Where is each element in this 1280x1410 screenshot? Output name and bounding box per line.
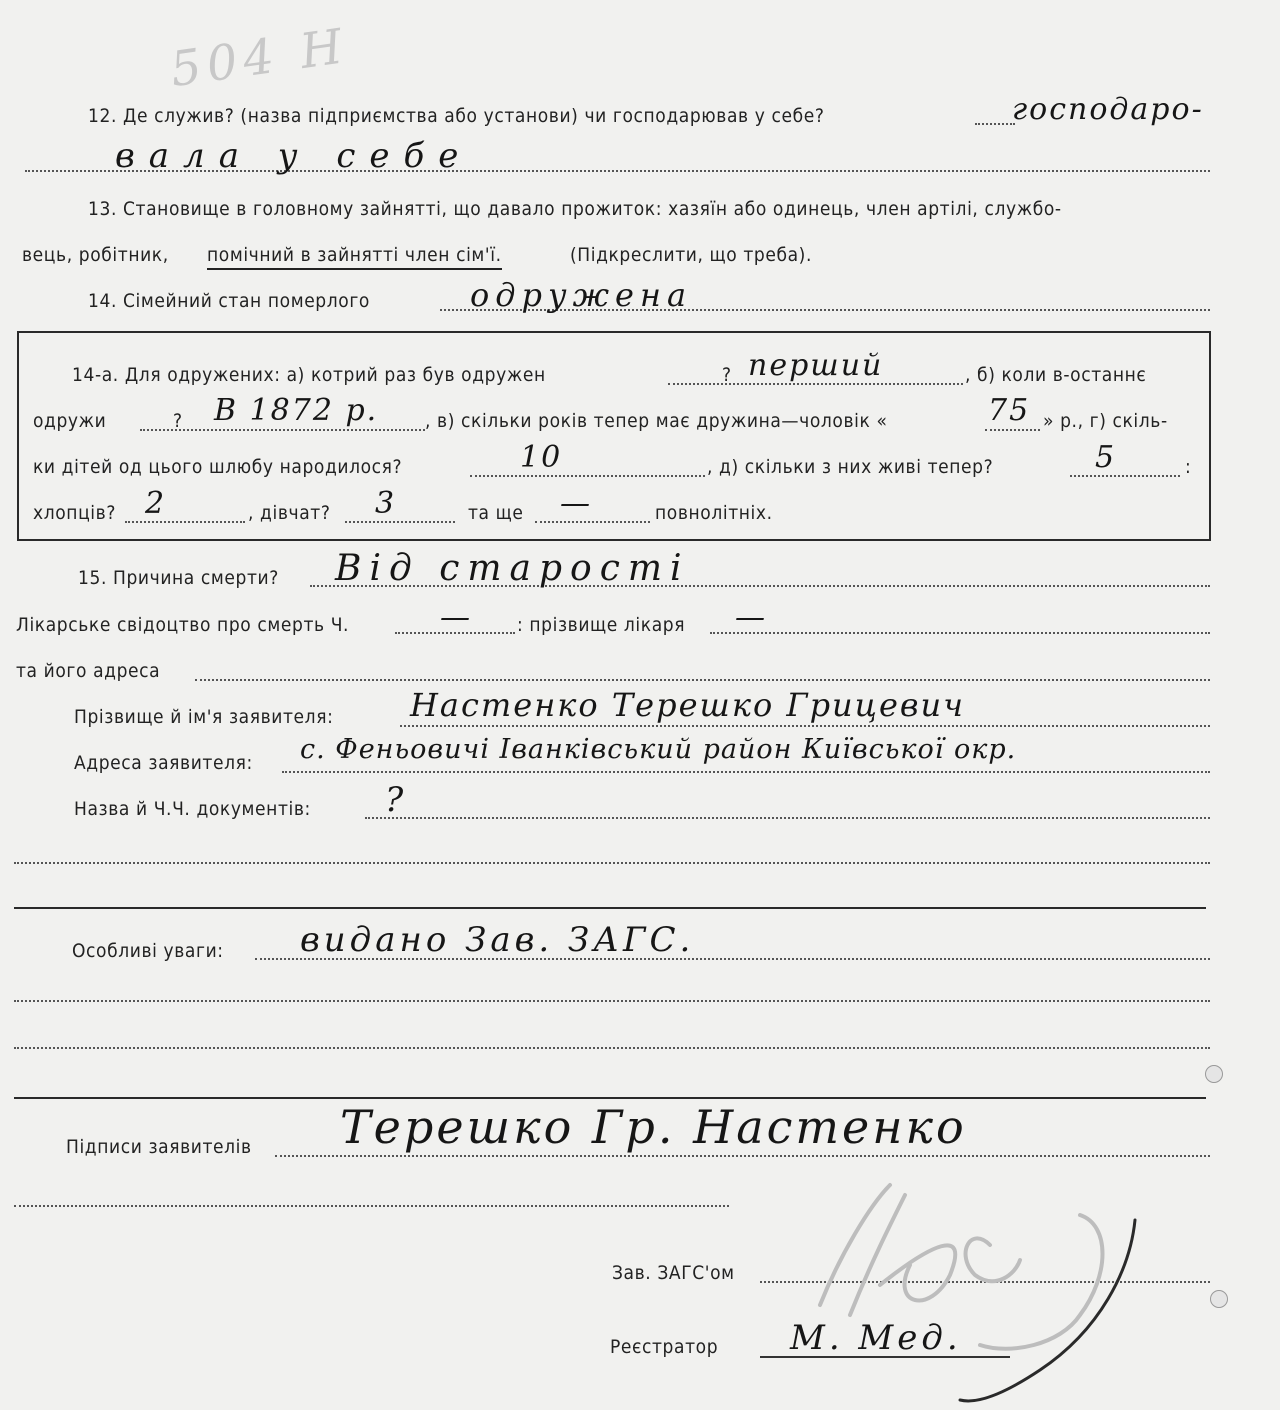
medical-address-label: та його адреса xyxy=(16,660,161,682)
medical-doctor-label: : прізвище лікаря xyxy=(517,614,686,636)
applicant-address-label: Адреса заявителя: xyxy=(74,752,253,774)
q13-label-line2-prefix: вець, робітник, xyxy=(22,244,169,266)
q14a-line2-q: ? xyxy=(173,410,183,432)
registrar-signature: М. Мед. xyxy=(790,1318,962,1358)
q14a-line1-label: 14-а. Для одружених: а) котрий раз був одружен xyxy=(72,364,546,386)
applicants-signature-label: Підписи заявителів xyxy=(66,1136,252,1158)
q13-label-line2-underlined: помічний в зайнятті член сім'ї. xyxy=(207,244,502,270)
q14-answer: одружена xyxy=(470,276,693,314)
q14a-answer-times: перший xyxy=(748,348,884,383)
q12-answer-line xyxy=(975,123,1015,125)
section-rule-2 xyxy=(14,1097,1206,1099)
registrar-flourish xyxy=(940,1210,1140,1410)
q14a-girls-dots xyxy=(345,521,455,523)
q14a-answer-age: 75 xyxy=(988,393,1031,428)
q13-label-line1: 13. Становище в головному зайнятті, що давало прожиток: хазяїн або одинець, член артілі, службо- xyxy=(88,198,1062,220)
q14a-line1-b: , б) коли в-останнє xyxy=(965,364,1147,386)
q14a-answer-girls: 3 xyxy=(375,486,397,521)
registrar-label: Реєстратор xyxy=(610,1336,719,1358)
q14a-times-dots xyxy=(668,383,963,385)
q14a-when-dots xyxy=(140,429,425,431)
q14a-children-dots xyxy=(470,475,705,477)
applicants-signature-dots xyxy=(275,1155,1210,1157)
medical-address-dots xyxy=(195,679,1210,681)
q12-answer-line1: господаро- xyxy=(1012,92,1204,127)
punch-hole-2 xyxy=(1210,1290,1228,1308)
q14a-age-dots xyxy=(985,429,1040,431)
medical-answer-doctor: — xyxy=(735,600,767,635)
q14a-answer-children: 10 xyxy=(520,440,563,475)
q14a-alive-dots xyxy=(1070,475,1180,477)
q14a-answer-when: В 1872 р. xyxy=(214,393,379,428)
remarks-answer: видано Зав. ЗАГС. xyxy=(300,920,695,960)
q15-label: 15. Причина смерти? xyxy=(78,567,279,589)
q14a-line4-girls: , дівчат? xyxy=(248,502,331,524)
q14a-boys-dots xyxy=(125,521,245,523)
q14a-line4-adult: повнолітніх. xyxy=(655,502,773,524)
blank-line-3 xyxy=(14,1047,1210,1049)
q14a-line1-q: ? xyxy=(722,364,732,386)
q14a-box xyxy=(17,331,1211,541)
applicant-address-dots xyxy=(282,771,1210,773)
q14a-line2-label: одружи xyxy=(33,410,107,432)
applicant-docs-answer: ? xyxy=(385,780,406,820)
q15-answer: Від старості xyxy=(335,548,690,589)
applicant-docs-dots xyxy=(365,817,1210,819)
applicant-name-dots xyxy=(400,725,1210,727)
q14-label: 14. Сімейний стан померлого xyxy=(88,290,370,312)
applicant-address-answer: с. Феньовичі Іванківський район Київської окр. xyxy=(300,734,1017,765)
q12-answer-line2: вала у себе xyxy=(115,136,473,176)
q14a-line3-label: ки дітей од цього шлюбу народилося? xyxy=(33,456,403,478)
section-rule-1 xyxy=(14,907,1206,909)
q14a-answer-alive: 5 xyxy=(1095,440,1117,475)
q14a-line3-colon: : xyxy=(1185,456,1192,478)
medical-label: Лікарське свідоцтво про смерть Ч. xyxy=(16,614,350,636)
q12-label: 12. Де служив? (назва підприємства або установи) чи господарював у себе? xyxy=(88,105,825,127)
blank-line-1 xyxy=(14,862,1210,864)
q14a-line4-boys: хлопців? xyxy=(33,502,117,524)
medical-doctor-dots xyxy=(710,632,1210,634)
q14a-line2-d: » р., г) скіль- xyxy=(1043,410,1168,432)
applicants-signature: Терешко Гр. Настенко xyxy=(340,1100,967,1154)
q13-label-line2-suffix: (Підкреслити, що треба). xyxy=(570,244,812,266)
blank-line-2 xyxy=(14,1000,1210,1002)
q14a-line2-c: , в) скільки років тепер має дружина—чоловік « xyxy=(425,410,888,432)
corner-note: 504 Н xyxy=(166,17,352,99)
q14a-answer-boys: 2 xyxy=(145,486,167,521)
q14a-line3-e: , д) скільки з них живі тепер? xyxy=(707,456,994,478)
punch-hole-1 xyxy=(1205,1065,1223,1083)
q14a-answer-more: — xyxy=(560,486,592,521)
applicant-name-answer: Настенко Терешко Грицевич xyxy=(410,686,966,724)
zags-head-label: Зав. ЗАГС'ом xyxy=(612,1262,735,1284)
q14a-line4-more: та ще xyxy=(468,502,524,524)
applicant-name-label: Прізвище й ім'я заявителя: xyxy=(74,706,334,728)
applicant-docs-label: Назва й Ч.Ч. документів: xyxy=(74,798,311,820)
remarks-label: Особливі уваги: xyxy=(72,940,224,962)
medical-answer-number: — xyxy=(440,600,472,635)
blank-line-4 xyxy=(14,1205,729,1207)
q14a-more-dots xyxy=(535,521,650,523)
